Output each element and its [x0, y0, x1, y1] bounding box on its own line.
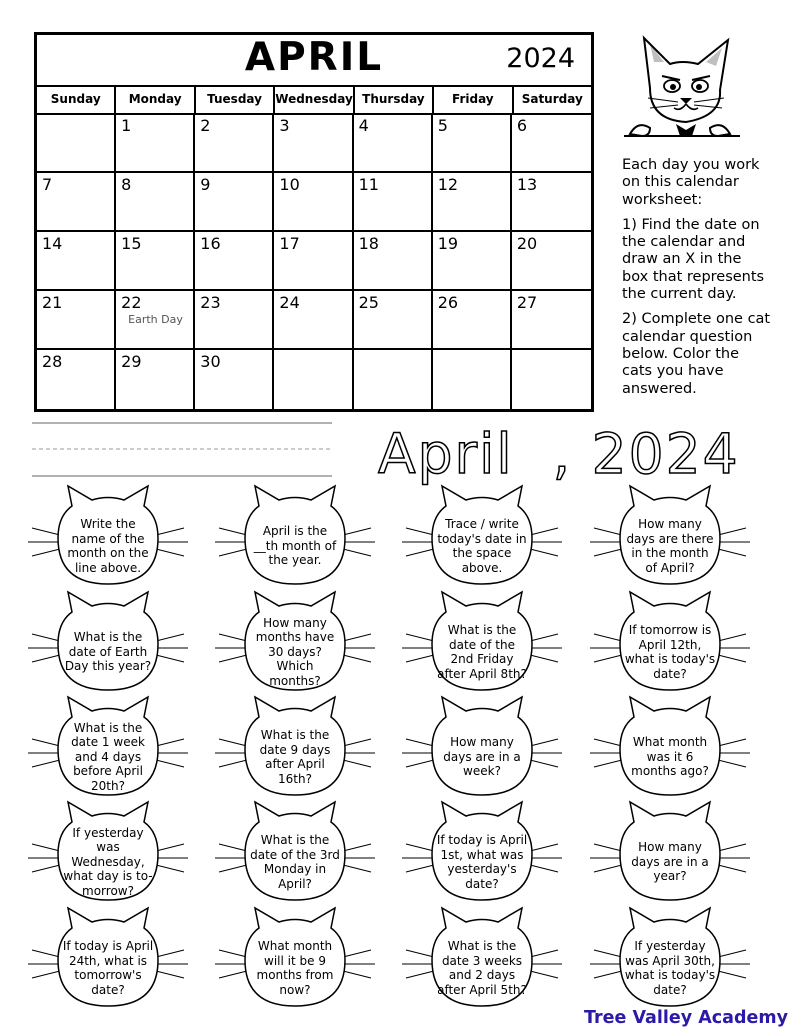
- question-text: If today is April 24th, what is tomorrow's date?: [62, 939, 154, 997]
- question-cat[interactable]: [580, 906, 760, 1014]
- month-title: APRIL: [244, 35, 384, 80]
- question-cat[interactable]: [580, 484, 760, 592]
- day-cell[interactable]: [274, 350, 353, 409]
- day-cell[interactable]: [195, 114, 274, 173]
- instructions: [622, 157, 772, 406]
- weekday-header: Tuesday: [196, 85, 275, 113]
- day-cell[interactable]: [274, 232, 353, 291]
- day-cell[interactable]: [195, 173, 274, 232]
- day-cell[interactable]: [37, 232, 116, 291]
- day-cell[interactable]: [116, 291, 195, 350]
- brand-name: Tree Valley Academy: [583, 1008, 788, 1028]
- weekday-header: Friday: [434, 85, 513, 113]
- day-number: 23: [200, 293, 221, 312]
- day-number: 12: [437, 175, 459, 194]
- calendar-grid: [37, 114, 591, 409]
- day-cell[interactable]: [37, 350, 116, 409]
- handwriting-line[interactable]: [32, 422, 332, 478]
- question-text: If yesterday was April 30th, what is today's date?: [624, 939, 716, 997]
- trace-date-text[interactable]: April , 2024: [378, 422, 740, 486]
- question-cat[interactable]: [392, 800, 572, 908]
- day-number: 22: [121, 293, 142, 312]
- day-cell[interactable]: [433, 173, 512, 232]
- day-number: 15: [121, 234, 142, 253]
- question-text: What is the date 1 week and 4 days before April 20th?: [71, 720, 145, 793]
- day-cell[interactable]: [354, 173, 433, 232]
- question-text: What is the date of the 3rd Monday in April?: [250, 833, 340, 891]
- weekday-header: Monday: [116, 85, 195, 113]
- question-cat[interactable]: [18, 906, 198, 1014]
- question-cat[interactable]: [580, 590, 760, 698]
- day-cell[interactable]: [37, 173, 116, 232]
- question-cat[interactable]: [205, 590, 385, 698]
- day-number: 7: [42, 175, 53, 194]
- weekday-header-row: [37, 85, 591, 115]
- question-text: If today is April 1st, what was yesterday's date?: [436, 833, 528, 891]
- day-number: 18: [358, 234, 379, 253]
- calendar: [34, 32, 594, 412]
- day-cell[interactable]: [195, 350, 274, 409]
- question-cat[interactable]: [580, 695, 760, 803]
- day-cell[interactable]: [354, 232, 433, 291]
- day-number: 29: [121, 352, 142, 371]
- question-cat[interactable]: [392, 484, 572, 592]
- question-text: How many days are in a week?: [443, 735, 521, 779]
- question-cat[interactable]: [205, 695, 385, 803]
- question-text: How many days are there in the month of April?: [626, 517, 714, 575]
- calendar-header: [37, 35, 591, 87]
- day-number: 14: [42, 234, 63, 253]
- question-text: What is the date of Earth Day this year?: [64, 630, 152, 674]
- question-cat[interactable]: [18, 484, 198, 592]
- day-number: 25: [358, 293, 379, 312]
- day-cell[interactable]: [274, 114, 353, 173]
- day-cell[interactable]: [116, 114, 195, 173]
- day-number: 8: [121, 175, 132, 194]
- day-number: 11: [358, 175, 379, 194]
- cat-illustration: [620, 28, 740, 146]
- day-cell[interactable]: [274, 291, 353, 350]
- day-cell[interactable]: [37, 114, 116, 173]
- question-text: What is the date of the 2nd Friday after April 8th?: [437, 623, 527, 681]
- year-title: 2024: [506, 43, 575, 74]
- day-number: 10: [279, 175, 300, 194]
- question-cat[interactable]: [18, 590, 198, 698]
- day-cell[interactable]: [116, 232, 195, 291]
- weekday-header: Thursday: [355, 85, 434, 113]
- day-number: 21: [42, 293, 63, 312]
- question-cat[interactable]: [392, 906, 572, 1014]
- question-text: What is the date 9 days after April 16th?: [259, 728, 331, 786]
- day-number: 6: [516, 116, 528, 135]
- day-number: 24: [279, 293, 300, 312]
- day-cell[interactable]: [512, 114, 591, 173]
- question-cat[interactable]: [205, 906, 385, 1014]
- day-number: 9: [200, 175, 211, 194]
- day-cell[interactable]: [512, 350, 591, 409]
- day-cell[interactable]: [433, 114, 512, 173]
- day-cell[interactable]: [116, 350, 195, 409]
- day-cell[interactable]: [37, 291, 116, 350]
- question-cat[interactable]: [392, 590, 572, 698]
- question-text: What month was it 6 months ago?: [631, 735, 709, 779]
- day-number: 4: [358, 116, 369, 135]
- day-number: 20: [516, 234, 538, 253]
- day-cell[interactable]: [354, 291, 433, 350]
- day-number: 13: [516, 175, 538, 194]
- question-cat[interactable]: [205, 800, 385, 908]
- day-number: 2: [200, 116, 211, 135]
- day-number: 3: [279, 116, 290, 135]
- day-number: 16: [200, 234, 221, 253]
- question-text: What is the date 3 weeks and 2 days after April 5th?: [437, 939, 527, 997]
- question-cat[interactable]: [392, 695, 572, 803]
- weekday-header: Sunday: [37, 85, 116, 113]
- question-text: If tomorrow is April 12th, what is today's date?: [624, 623, 716, 681]
- day-cell[interactable]: [274, 173, 353, 232]
- day-cell[interactable]: [433, 350, 512, 409]
- day-cell[interactable]: [433, 232, 512, 291]
- instructions-intro: Each day you work on this calendar worksheet:: [622, 157, 760, 208]
- day-cell[interactable]: [433, 291, 512, 350]
- question-cat[interactable]: [18, 800, 198, 908]
- question-text: If yesterday was Wednesday, what day is to-morrow?: [63, 825, 153, 898]
- question-text: April is the __th month of the year.: [253, 524, 337, 568]
- day-number: 30: [200, 352, 221, 371]
- question-cat[interactable]: [580, 800, 760, 908]
- day-cell[interactable]: [512, 232, 591, 291]
- instructions-step-1: 1) Find the date on the calendar and draw an X in the box that represents the current day.: [622, 216, 765, 303]
- day-number: 19: [437, 234, 459, 253]
- day-cell[interactable]: [195, 232, 274, 291]
- day-cell[interactable]: [354, 350, 433, 409]
- instructions-step-2: 2) Complete one cat calendar question below. Color the cats you have answered.: [622, 311, 771, 397]
- weekday-header: Wednesday: [275, 85, 354, 113]
- weekday-header: Saturday: [521, 92, 583, 106]
- day-number: 17: [279, 234, 300, 253]
- day-cell[interactable]: [116, 173, 195, 232]
- question-text: Trace / write today's date in the space above.: [437, 517, 527, 575]
- day-cell[interactable]: [195, 291, 274, 350]
- cat-peeking-icon: [620, 28, 740, 146]
- day-number: 27: [516, 293, 538, 312]
- question-cat[interactable]: [205, 484, 385, 592]
- question-cat[interactable]: [18, 695, 198, 803]
- day-cell[interactable]: [512, 291, 591, 350]
- day-number: 28: [42, 352, 63, 371]
- day-cell[interactable]: [354, 114, 433, 173]
- day-cell[interactable]: [512, 173, 591, 232]
- question-text: How many months have 30 days? Which months?: [255, 615, 335, 688]
- day-number: 5: [437, 116, 448, 135]
- question-text: How many days are in a year?: [631, 840, 709, 884]
- question-text: Write the name of the month on the line above.: [67, 517, 149, 575]
- question-text: What month will it be 9 months from now?: [256, 939, 334, 997]
- day-number: 1: [121, 116, 132, 135]
- holiday-label: Earth Day: [128, 313, 183, 326]
- day-number: 26: [437, 293, 459, 312]
